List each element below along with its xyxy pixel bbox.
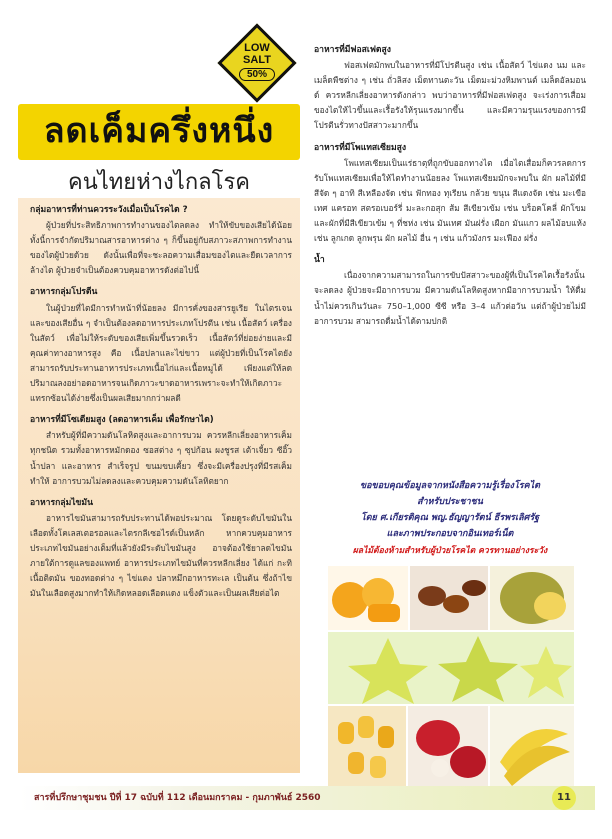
badge-text [220,42,294,81]
badge-line-1: LOW [244,42,270,54]
section-body: เนื่องจากความสามารถในการขับปัสสาวะของผู้ที่เป็นโรคไตเรื้อรังนั้นจะลดลง ผู้ป่วยจะมีอาการบวม มีความดันโลหิตสูงหากมีอาการบวมน้ำ ให้ดื่มน้ำไม่ควรเกินวันละ 750–1,000 ซีซี หรือ 3–4 แก้วต่อวัน แต่ถ้าผู้ป่วยไม่มีอาการบวม สามารถดื่มน้ำได้ตามปกติ [314,270,586,326]
fruit-photo-collage [328,566,574,791]
section-body: ฟอสเฟตมักพบในอาหารที่มีโปรตีนสูง เช่น เนื้อสัตว์ ไข่แดง นม และเมล็ดพืชต่าง ๆ เช่น ถั่วลิสง เม็ดทานตะวัน เม็ดมะม่วงหิมพานต์ เมล็ดอัลมอนด์ ควรหลีกเลี่ยงอาหารดังกล่าว พบว่าอาหารที่มีฟอสเฟตสูง จะเร่งการเสื่อมของไตให้ไวขึ้นและเรื้อรังให้รุนแรงมากขึ้น และมีความรุนแรงของการมีโปรตีนรั่วทางปัสสาวะมากขึ้น [314,60,586,131]
badge-line-3: 50% [239,68,275,81]
section-heading: น้ำ [314,255,325,266]
section-body: ผู้ป่วยที่ประสิทธิภาพการทำงานของไตลดลง ทำให้ขับของเสียได้น้อย ทั้งนี้การจำกัดปริมาณสารอาหารต่าง ๆ ก็ขึ้นอยู่กับสภาวะสภาพการทำงานของไตผู้ป่วยด้วย ดังนั้นเพื่อที่จะชะลอความเสื่อมของไตและยืดเวลาการล้างไต ผู้ป่วยจำเป็นต้องควบคุมอาหารดังต่อไปนี้ [30,220,292,276]
section-heading: อาหารที่มีฟอสเฟตสูง [314,45,391,55]
badge-line-2: SALT [243,54,271,66]
fruit-warning-caption: ผลไม้ต้องห้ามสำหรับผู้ป่วยโรคไต ควรทานอย่างระวัง [352,546,548,556]
low-salt-badge [220,26,294,100]
credit-line: สำหรับประชาชน [417,497,483,507]
credit-block [314,478,586,542]
section-heading: อาหารกลุ่มโปรตีน [30,287,98,298]
left-column-text [30,203,292,601]
section-body: อาหารไขมันสามารถรับประทานได้พอประมาณ โดยดูระดับไขมันในเลือดทั้งโคเลสเตอรอลและไตรกลีเซอไรด์เป็นหลัก หากควบคุมอาหารประเภทไขมันอย่างเต็มที่แล้วยังมีระดับไขมันสูง อาจต้องใช้ยาลดไขมันภายใต้การดูแลของแพทย์ อาหารประเภทไขมันที่ควรหลีกเลี่ยง ได้แก่ กะทิ เนื้อติดมัน ของทอดต่าง ๆ ไข่แดง ปลาหมึกอาหารทะเล เป็นต้น ซึ่งถ้าไขมันในเลือดสูงมากทำให้เกิดหลอดเลือดแดง แข็งตัวและเป็นผลเสียต่อไต [30,512,292,599]
section-heading: อาหารกลุ่มไขมัน [30,497,93,508]
footer-bar [20,786,595,810]
page-number: 11 [552,786,576,810]
section-heading: อาหารที่มีโซเดียมสูง (ลดอาหารเค็ม เพื่อรักษาไต) [30,415,214,426]
right-column-text [314,43,586,329]
section-heading: กลุ่มอาหารที่ท่านควรระวังเมื่อเป็นโรคไต ? [30,205,188,215]
credit-line: และภาพประกอบจากอินเทอร์เน็ต [386,529,514,539]
section-body: สำหรับผู้ที่มีความดันโลหิตสูงและอาการบวม ควรหลีกเลี่ยงอาหารเค็มทุกชนิด รวมทั้งอาหารหมักดอง ซอสต่าง ๆ ซุปก้อน ผงชูรส เต้าเจี้ยว ซีอิ๊ว น้ำปลา และอาหาร สำเร็จรูป ขนมขบเคี้ยว ซึ่งจะมีเครื่องปรุงที่มีรสเค็มทำให้ อาการบวมไม่ลดลงและควบคุมความดันโลหิตยาก [30,430,292,486]
page-title: ลดเค็มครึ่งหนึ่ง [43,111,275,151]
page-subtitle: คนไทยห่างไกลโรค [67,170,251,195]
fruit-collage-image [328,566,574,791]
title-banner [18,104,300,160]
credit-line: โดย ศ.เกียรติคุณ พญ.ธัญญารัตน์ ธีรพรเลิศรัฐ [360,513,540,523]
footer-publication-info: สารที่ปรึกษาชุมชน ปีที่ 17 ฉบับที่ 112 เดือนมกราคม - กุมภาพันธ์ 2560 [34,793,321,803]
credit-line: ขอขอบคุณข้อมูลจากหนังสือความรู้เรื่องโรคไต [359,481,541,491]
section-body: ในผู้ป่วยที่ไตมีการทำหน้าที่น้อยลง มีการคั่งของสารยูเรีย ในไตรเจนและของเสียอื่น ๆ จำเป็นต้องลดอาหารประเภทโปรตีน เช่น เนื้อสัตว์ เครื่องในสัตว์ เพื่อไม่ให้ระดับของเสียเพิ่มขึ้นรวดเร็ว เนื้อสัตว์ที่ย่อยง่ายและมีคุณค่าทางอาหารสูง คือ เนื้อปลาและไข่ขาว แต่ผู้ป่วยที่เป็นโรคไตยังสามารถรับประทานอาหารประเภทเนื้อไก่และเนื้อหมูได้ เพียงแต่ให้ลดปริมาณลงอย่าอดอาหารจนเกิดภาวะขาดอาหารเพราะจะทำให้เกิดภาวะแทรกซ้อนได้ง่ายซึ่งเป็นผลเสียมากกว่าผลดี [30,302,292,404]
section-heading: อาหารที่มีโพแทสเซียมสูง [314,142,407,153]
section-body: โพแทสเซียมเป็นแร่ธาตุที่ถูกขับออกทางไต เมื่อไตเสื่อมก็ควรลดการรับโพแทสเซียมเพื่อให้ไตทำงานน้อยลง โพแทสเซียมมักจะพบใน ผัก ผลไม้ที่มีสีจัด ๆ อาทิ สีเหลืองจัด เช่น ฟักทอง ทุเรียน กล้วย ขนุน สีแดงจัด เช่น มะเขือเทศ แครอท สตรอเบอร์รี่ มะละกอสุก ส้ม สีเขียวเข้ม เช่น บร็อคโคลี่ ผักโขม และผักที่มีสีเขียวเข้ม ๆ ที่ชห่ง เช่น มันเทศ มันฝรั่ง เผือก มันแกว ผลไม้อบแห้ง เช่น ลูกเกด ลูกพรุน ผัก ผลไม้ อื่น ๆ เช่น แก้วมังกร มะเฟือง ฝรั่ง [314,157,586,244]
